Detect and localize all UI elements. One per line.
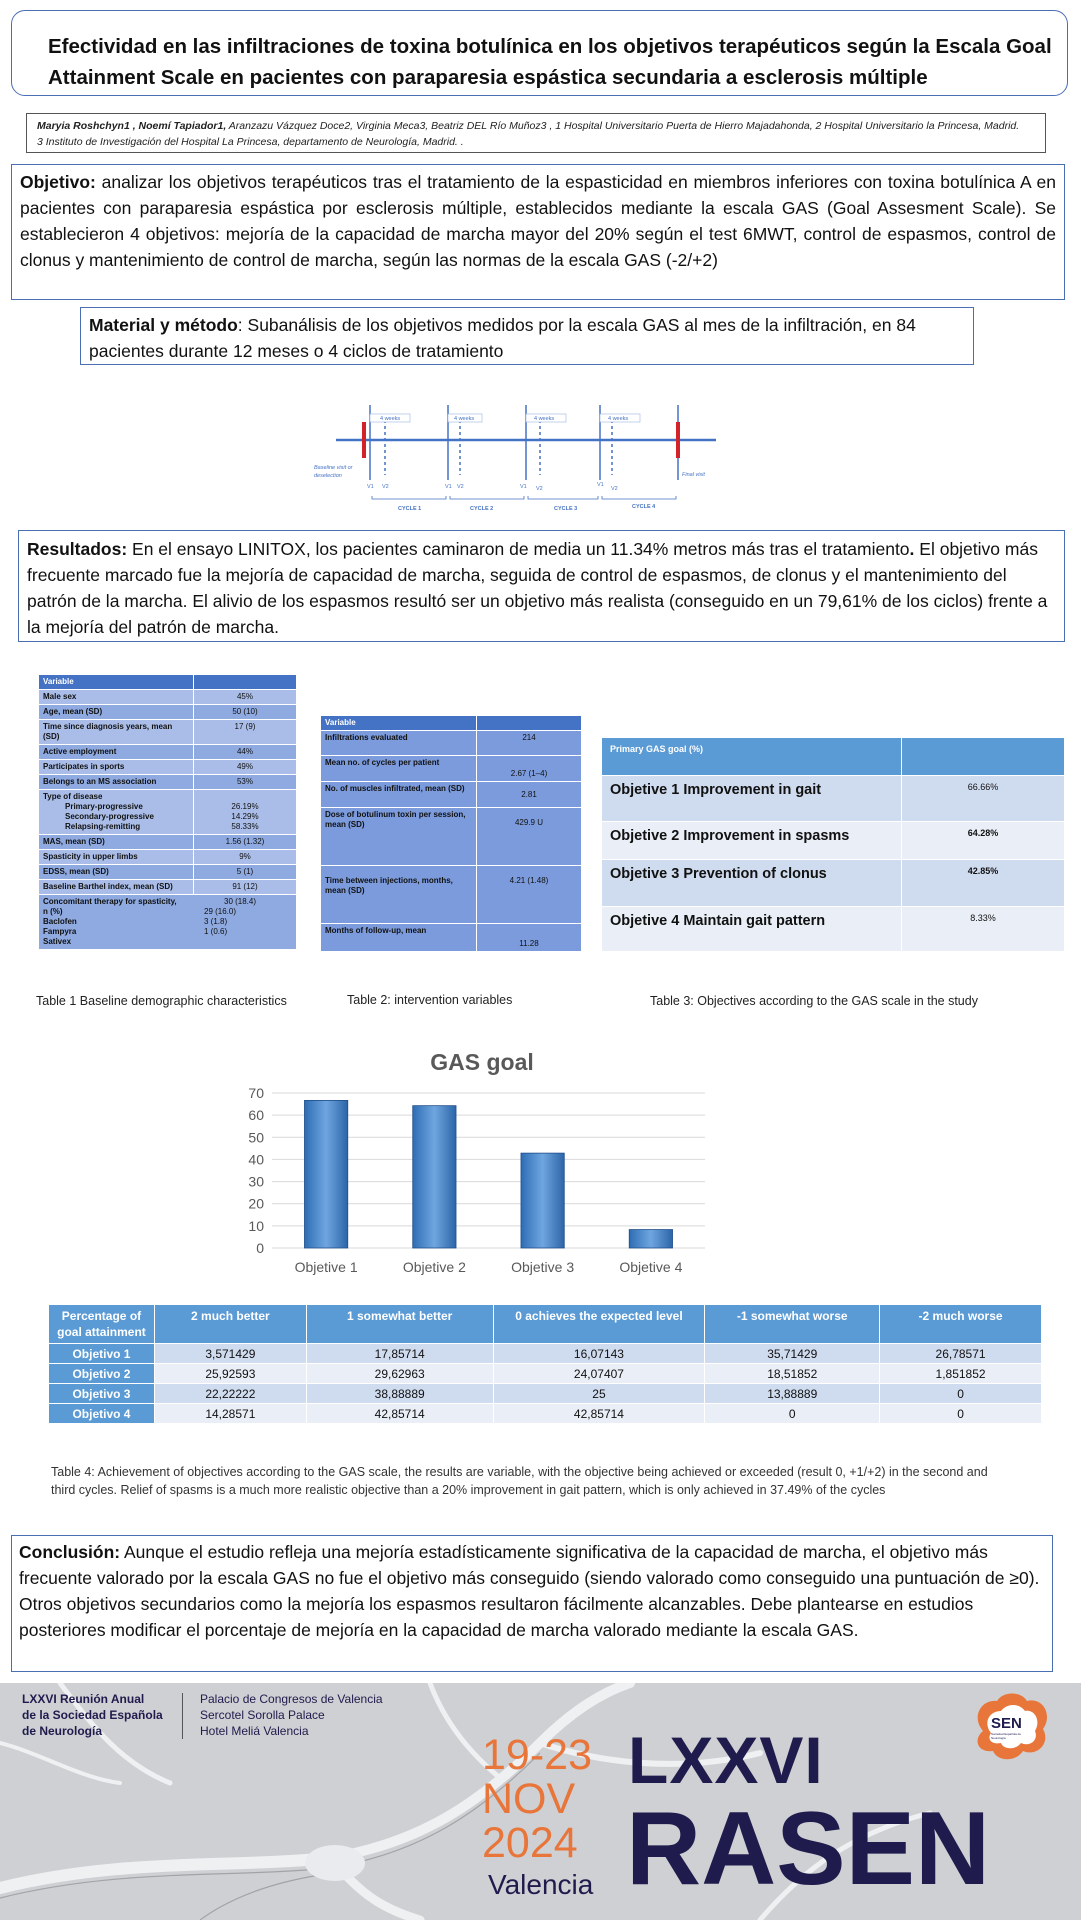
table-cell: 44% <box>194 745 297 760</box>
table-header-cell: 1 somewhat better <box>306 1305 493 1344</box>
concomitant-value: 1 (0.6) <box>204 927 228 936</box>
conclusion-label: Conclusión: <box>19 1542 121 1562</box>
table-cell: 29,62963 <box>306 1364 493 1384</box>
table-cell: 8.33% <box>902 907 1065 952</box>
dates-days: 19-23 <box>482 1731 592 1779</box>
brand-rasen: RASEN <box>626 1791 991 1907</box>
table-cell: Belongs to an MS association <box>39 775 194 790</box>
resultados-text-1: En el ensayo LINITOX, los pacientes caminaron de media un 11.34% metros más tras el tratamiento <box>127 539 910 559</box>
concomitant-label-2: n (%) <box>43 907 63 916</box>
concomitant-value: 29 (16.0) <box>204 907 237 916</box>
table-row <box>49 1344 1042 1364</box>
table-row <box>39 850 297 865</box>
weeks-label: 4 weeks <box>534 416 555 422</box>
table-cell: Objetive 1 Improvement in gait <box>602 776 902 822</box>
objetivo-label: Objetivo: <box>20 172 96 192</box>
authors-affiliations: Aranzazu Vázquez Doce2, Virginia Meca3, Beatriz DEL Río Muñoz3 , 1 Hospital Universitario Puerta de Hierro Majadahonda, 2 Hospital Universitario la Princesa, Madrid. <box>226 120 1020 132</box>
study-timeline-diagram <box>308 400 728 518</box>
x-tick-label: Objetive 4 <box>619 1259 683 1275</box>
y-tick-label: 40 <box>248 1151 264 1168</box>
x-tick-label: Objetive 2 <box>402 1259 466 1275</box>
disease-type-label: Type of disease <box>43 792 103 801</box>
table-cell: 0 <box>880 1404 1042 1424</box>
chart-title: GAS goal <box>430 1049 534 1075</box>
table-cell: 26,78571 <box>880 1344 1042 1364</box>
timeline-cycle-1 <box>362 405 410 480</box>
table-row <box>39 690 297 705</box>
y-tick-label: 20 <box>248 1195 264 1212</box>
table-row <box>602 822 1065 860</box>
table-row <box>39 745 297 760</box>
table-cell: Objetive 3 Prevention of clonus <box>602 860 902 907</box>
table-row <box>321 756 582 782</box>
weeks-label: 4 weeks <box>454 416 475 422</box>
baseline-label: Baseline visit or <box>314 465 353 471</box>
sen-logo-text: SEN <box>991 1715 1022 1732</box>
table-row <box>39 720 297 745</box>
y-tick-label: 0 <box>256 1240 264 1256</box>
table-cell: Active employment <box>39 745 194 760</box>
table-cell: 25,92593 <box>154 1364 306 1384</box>
table-row <box>39 790 297 835</box>
disease-sub-label: Primary-progressive <box>65 802 143 811</box>
table-cell: 16,07143 <box>493 1344 705 1364</box>
table-row <box>321 808 582 866</box>
org-line: LXXVI Reunión Anual <box>22 1692 145 1706</box>
table-cell: 2.67 (1–4) <box>477 756 582 782</box>
table-row <box>602 907 1065 952</box>
table-1-header: Variable <box>39 675 194 690</box>
table-row <box>39 835 297 850</box>
table-cell: 25 <box>493 1384 705 1404</box>
table-cell: Time between injections, months, mean (SD) <box>321 866 477 924</box>
table-cell: 17,85714 <box>306 1344 493 1364</box>
concomitant-item: Baclofen <box>43 917 77 926</box>
table-1-demographics <box>38 674 297 950</box>
table-cell: 38,88889 <box>306 1384 493 1404</box>
table-cell: 91 (12) <box>194 880 297 895</box>
concomitant-label: Concomitant therapy for spasticity, <box>43 897 177 906</box>
table-3-objectives <box>601 737 1065 952</box>
table-cell: 45% <box>194 690 297 705</box>
bar-2 <box>413 1106 456 1248</box>
table-cell: 17 (9) <box>194 720 297 745</box>
concomitant-item: Sativex <box>43 937 72 946</box>
table-cell: 1,851852 <box>880 1364 1042 1384</box>
disease-value: 58.33% <box>231 822 259 831</box>
org-line: de Neurología <box>22 1724 103 1738</box>
bar-3 <box>521 1153 564 1248</box>
table-cell: 9% <box>194 850 297 865</box>
table-2-caption: Table 2: intervention variables <box>347 993 513 1007</box>
table-header <box>39 675 297 690</box>
v2-label: V2 <box>536 486 543 492</box>
congress-org <box>22 1691 163 1739</box>
v1-label: V1 <box>520 484 527 490</box>
table-cell: Infiltrations evaluated <box>321 731 477 756</box>
y-tick-label: 60 <box>248 1107 264 1124</box>
table-cell: Objetivo 1 <box>49 1344 155 1364</box>
dates-month: NOV <box>482 1775 576 1823</box>
conclusion-text: Aunque el estudio refleja una mejoría estadísticamente significativa de la capacidad de marcha, el objetivo más frecuente valorado por la escala GAS no fue el objetivo más conseguido (siendo valorado como conseguido una puntuación de ≥0). Otros objetivos secundarios como la mejoría los espasmos resultaron fácilmente alcanzables. Debe plantearse en estudios posteriores modificar el porcentaje de mejoría en la capacidad de marcha valorado mediante la escala GAS. <box>19 1542 1040 1640</box>
table-row <box>39 775 297 790</box>
table-cell: Objetivo 4 <box>49 1404 155 1424</box>
table-cell: Dose of botulinum toxin per session, mean (SD) <box>321 808 477 866</box>
table-cell: Objetivo 3 <box>49 1384 155 1404</box>
table-row <box>49 1404 1042 1424</box>
table-cell: 18,51852 <box>705 1364 880 1384</box>
deselection-label: deselection <box>314 473 342 479</box>
table-cell: Objetive 2 Improvement in spasms <box>602 822 902 860</box>
v2-label: V2 <box>611 486 618 492</box>
table-cell: 42.85% <box>902 860 1065 907</box>
table-header <box>49 1305 1042 1344</box>
table-header-cell: -1 somewhat worse <box>705 1305 880 1344</box>
table-cell: Male sex <box>39 690 194 705</box>
title-line-2: Attainment Scale en pacientes con paraparesia espástica secundaria a esclerosis múltiple <box>48 66 928 89</box>
venue-line: Hotel Meliá Valencia <box>200 1724 309 1738</box>
authors-box <box>26 113 1046 153</box>
table-header-cell: 0 achieves the expected level <box>493 1305 705 1344</box>
divider <box>182 1693 183 1739</box>
table-3-caption: Table 3: Objectives according to the GAS scale in the study <box>650 994 978 1008</box>
cycle-1-label: CYCLE 1 <box>398 506 422 512</box>
table-cell: 53% <box>194 775 297 790</box>
table-cell: 2.81 <box>477 782 582 808</box>
baseline-marker <box>362 422 366 458</box>
table-cell: 42,85714 <box>493 1404 705 1424</box>
y-tick-label: 50 <box>248 1129 264 1146</box>
poster-title <box>11 10 1068 96</box>
x-tick-label: Objetive 1 <box>294 1259 358 1275</box>
sen-logo <box>967 1689 1055 1765</box>
table-cell: MAS, mean (SD) <box>39 835 194 850</box>
table-cell: Baseline Barthel index, mean (SD) <box>39 880 194 895</box>
congress-dates <box>482 1733 592 1865</box>
resultados-text-2: El objetivo más frecuente marcado fue la mejoría de capacidad de marcha, seguida de control de espasmos, de clonus y el mantenimiento del patrón de la marcha. El alivio de los espasmos resultó ser un objetivo más realista (conseguido en un 79,61% de los ciclos) frente a la mejoría del patrón de marcha. <box>27 539 1048 637</box>
title-line-1: Efectividad en las infiltraciones de toxina botulínica en los objetivos terapéuticos según la Escala Goal <box>48 35 1052 58</box>
x-tick-label: Objetive 3 <box>511 1259 575 1275</box>
table-row <box>39 760 297 775</box>
table-row <box>49 1384 1042 1404</box>
table-cell: 66.66% <box>902 776 1065 822</box>
table-cell: 429.9 U <box>477 808 582 866</box>
table-cell: 0 <box>880 1384 1042 1404</box>
table-cell: 4.21 (1.48) <box>477 866 582 924</box>
table-cell: Spasticity in upper limbs <box>39 850 194 865</box>
objetivo-section <box>11 164 1065 300</box>
bar-1 <box>304 1100 347 1248</box>
table-cell: 42,85714 <box>306 1404 493 1424</box>
table-cell: Participates in sports <box>39 760 194 775</box>
disease-value: 26.19% <box>231 802 259 811</box>
table-row <box>49 1364 1042 1384</box>
dates-year: 2024 <box>482 1819 578 1867</box>
table-cell: 3,571429 <box>154 1344 306 1364</box>
table-cell: No. of muscles infiltrated, mean (SD) <box>321 782 477 808</box>
disease-sub-label: Relapsing-remitting <box>65 822 141 831</box>
table-cell <box>194 790 297 835</box>
material-section <box>80 307 974 365</box>
table-cell: 22,22222 <box>154 1384 306 1404</box>
table-4-caption: Table 4: Achievement of objectives according to the GAS scale, the results are variable, with the objective being achieved or exceeded (result 0, +1/+2) in the second and third cycles. Relief of spasms is a much more realistic objective than a 20% improvement in gait pattern, which is only achieved in 37.49% of the cycles <box>51 1465 988 1497</box>
table-cell: 1.56 (1.32) <box>194 835 297 850</box>
venue-line: Sercotel Sorolla Palace <box>200 1708 325 1722</box>
table-cell: 35,71429 <box>705 1344 880 1364</box>
y-tick-label: 70 <box>248 1085 264 1101</box>
table-cell: Time since diagnosis years, mean (SD) <box>39 720 194 745</box>
table-cell: Objetive 4 Maintain gait pattern <box>602 907 902 952</box>
table-header <box>602 738 1065 776</box>
concomitant-value: 3 (1.8) <box>204 917 228 926</box>
table-2-intervention <box>320 715 582 952</box>
y-tick-label: 30 <box>248 1173 264 1190</box>
table-row <box>602 776 1065 822</box>
final-marker <box>676 422 680 458</box>
timeline-cycle-3 <box>526 405 566 480</box>
table-3-header: Primary GAS goal (%) <box>602 738 902 776</box>
resultados-section <box>18 530 1065 642</box>
weeks-label: 4 weeks <box>608 416 629 422</box>
table-header-cell: 2 much better <box>154 1305 306 1344</box>
resultados-label: Resultados: <box>27 539 128 559</box>
table-2-header: Variable <box>321 716 477 731</box>
table-row <box>321 782 582 808</box>
table-header <box>321 716 582 731</box>
objetivo-text: analizar los objetivos terapéuticos tras el tratamiento de la espasticidad en miembros inferiores con toxina botulínica A en pacientes con paraparesia espástica por esclerosis múltiple, establecidos mediante la escala GAS (Goal Assesment Scale). Se establecieron 4 objetivos: mejoría de la capacidad de marcha mayor del 20% según el test 6MWT, control de espasmos, control de clonus y mantenimiento de control de marcha, según las normas de la escala GAS (-2/+2) <box>20 172 1056 270</box>
table-header-cell: Percentage of goal attainment <box>49 1305 155 1344</box>
v1-label: V1 <box>597 482 604 488</box>
congress-city: Valencia <box>488 1869 594 1900</box>
table-cell: Mean no. of cycles per patient <box>321 756 477 782</box>
table-cell: Objetivo 2 <box>49 1364 155 1384</box>
table-cell <box>39 790 194 835</box>
table-cell: 0 <box>705 1404 880 1424</box>
cycle-4-label: CYCLE 4 <box>632 504 656 510</box>
disease-value: 14.29% <box>231 812 259 821</box>
table-4-attainment <box>48 1304 1042 1424</box>
final-visit-label: Final visit <box>682 472 705 478</box>
bar-4 <box>629 1230 672 1248</box>
table-cell: 14,28571 <box>154 1404 306 1424</box>
table-row <box>602 860 1065 907</box>
table-cell: 64.28% <box>902 822 1065 860</box>
table-1-caption: Table 1 Baseline demographic characteristics <box>36 994 287 1008</box>
sen-logo-subtext: Sociedad Española de Neurología <box>991 1732 1022 1740</box>
y-tick-label: 10 <box>248 1217 264 1234</box>
table-header-cell: -2 much worse <box>880 1305 1042 1344</box>
congress-venues <box>200 1691 383 1739</box>
v2-label: V2 <box>457 484 464 490</box>
table-cell: Months of follow-up, mean <box>321 924 477 952</box>
table-row <box>321 924 582 952</box>
disease-sub-label: Secondary-progressive <box>65 812 154 821</box>
authors-lead: Maryia Roshchyn1 , Noemí Tapiador1, <box>37 120 227 132</box>
table-cell: 50 (10) <box>194 705 297 720</box>
weeks-label: 4 weeks <box>380 416 401 422</box>
table-row <box>321 731 582 756</box>
cycle-2-label: CYCLE 2 <box>470 506 494 512</box>
conclusion-section <box>11 1535 1053 1672</box>
material-text: : Subanálisis de los objetivos medidos por la escala GAS al mes de la infiltración, en 84 pacientes durante 12 meses o 4 ciclos de tratamiento <box>89 315 916 361</box>
table-cell: 24,07407 <box>493 1364 705 1384</box>
concomitant-item: Fampyra <box>43 927 77 936</box>
timeline-cycle-2 <box>448 405 482 480</box>
timeline-cycle-4 <box>600 405 680 480</box>
table-cell: Age, mean (SD) <box>39 705 194 720</box>
brand-lxxvi: LXXVI <box>628 1723 824 1797</box>
v1-label: V1 <box>445 484 452 490</box>
resultados-period: . <box>909 539 915 559</box>
v2-label: V2 <box>382 484 389 490</box>
concomitant-value: 30 (18.4) <box>224 897 257 906</box>
cycle-3-label: CYCLE 3 <box>554 506 578 512</box>
table-cell: 11.28 <box>477 924 582 952</box>
venue-line: Palacio de Congresos de Valencia <box>200 1692 383 1706</box>
table-cell: 214 <box>477 731 582 756</box>
table-cell: 49% <box>194 760 297 775</box>
table-row <box>39 880 297 895</box>
material-label: Material y método <box>89 315 238 335</box>
authors-affiliations-2: 3 Instituto de Investigación del Hospital La Princesa, departamento de Neurología, Madrid. . <box>37 136 464 148</box>
table-row <box>321 866 582 924</box>
table-cell <box>39 895 297 950</box>
congress-banner <box>0 1683 1081 1920</box>
table-row <box>39 865 297 880</box>
gas-goal-chart <box>230 1035 720 1280</box>
table-row <box>39 895 297 950</box>
v1-label: V1 <box>367 484 374 490</box>
table-cell: EDSS, mean (SD) <box>39 865 194 880</box>
org-line: de la Sociedad Española <box>22 1708 163 1722</box>
table-cell: 5 (1) <box>194 865 297 880</box>
table-row <box>39 705 297 720</box>
table-cell: 13,88889 <box>705 1384 880 1404</box>
